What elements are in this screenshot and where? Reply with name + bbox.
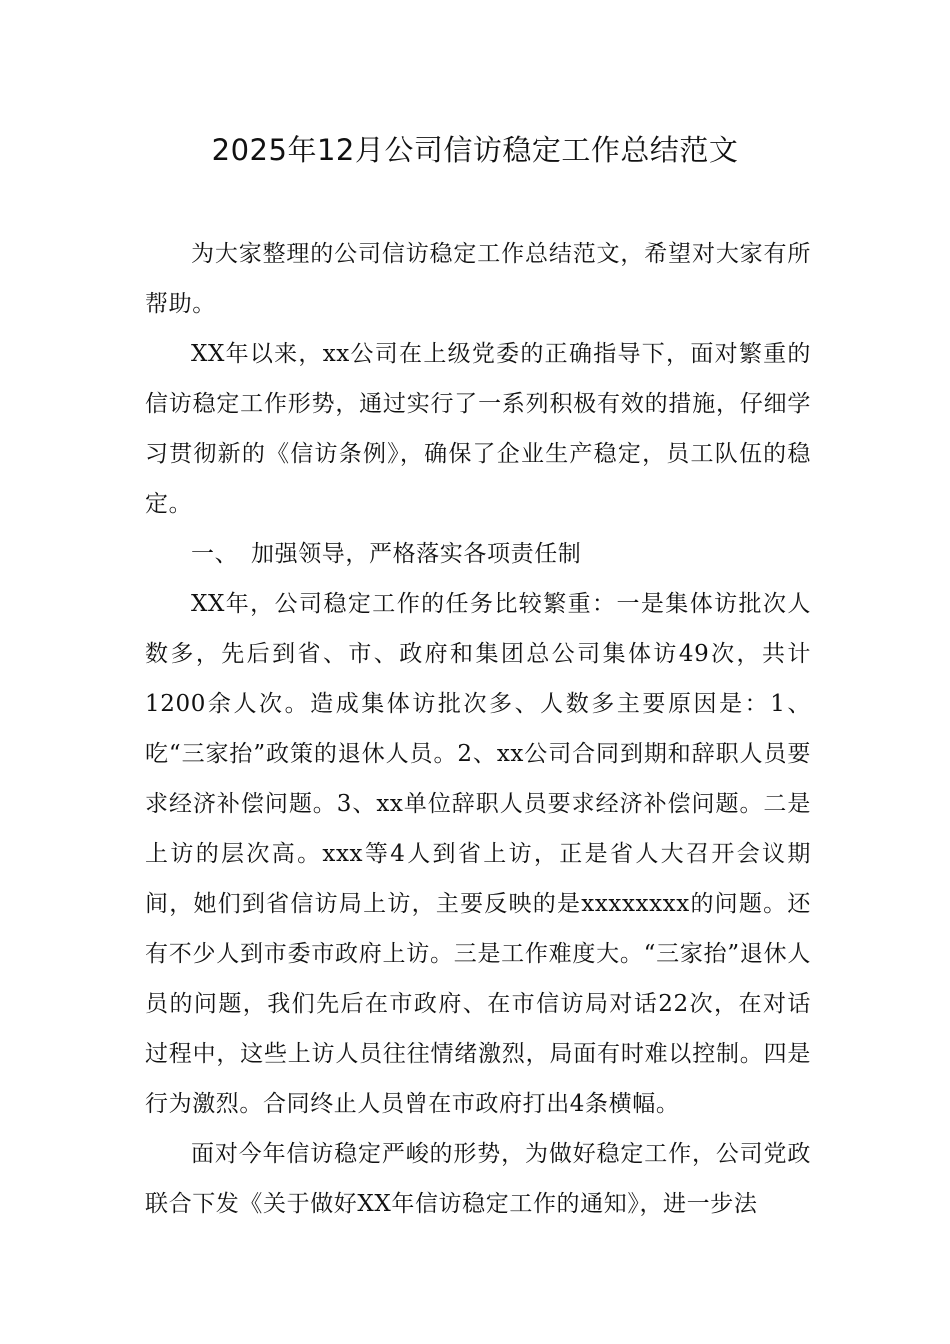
section-number: 一、 bbox=[191, 541, 239, 567]
document-body bbox=[145, 229, 811, 1229]
document-title: 2025年12月公司信访稳定工作总结范文 bbox=[211, 133, 739, 167]
section-heading bbox=[145, 529, 811, 579]
situation-paragraph: XX年，公司稳定工作的任务比较繁重：一是集体访批次人数多，先后到省、市、政府和集团总公司集体访49次，共计1200余人次。造成集体访批次多、人数多主要原因是：1、吃“三家抬”政策的退休人员。2、xx公司合同到期和辞职人员要求经济补偿问题。3、xx单位辞职人员要求经济补偿问题。二是上访的层次高。xxx等4人到省上访，正是省人大召开会议期间，她们到省信访局上访，主要反映的是xxxxxxxx的问题。还有不少人到市委市政府上访。三是工作难度大。“三家抬”退休人员的问题，我们先后在市政府、在市信访局对话22次，在对话过程中，这些上访人员往往情绪激烈，局面有时难以控制。四是行为激烈。合同终止人员曾在市政府打出4条横幅。 bbox=[145, 591, 811, 1117]
intro-paragraph: 为大家整理的公司信访稳定工作总结范文，希望对大家有所帮助。 bbox=[145, 241, 811, 317]
section-heading-text: 加强领导，严格落实各项责任制 bbox=[251, 541, 582, 567]
measures-paragraph: 面对今年信访稳定严峻的形势，为做好稳定工作，公司党政联合下发《关于做好XX年信访稳定工作的通知》，进一步法 bbox=[145, 1141, 811, 1217]
background-paragraph: XX年以来，xx公司在上级党委的正确指导下，面对繁重的信访稳定工作形势，通过实行了一系列积极有效的措施，仔细学习贯彻新的《信访条例》，确保了企业生产稳定，员工队伍的稳定。 bbox=[145, 341, 811, 517]
